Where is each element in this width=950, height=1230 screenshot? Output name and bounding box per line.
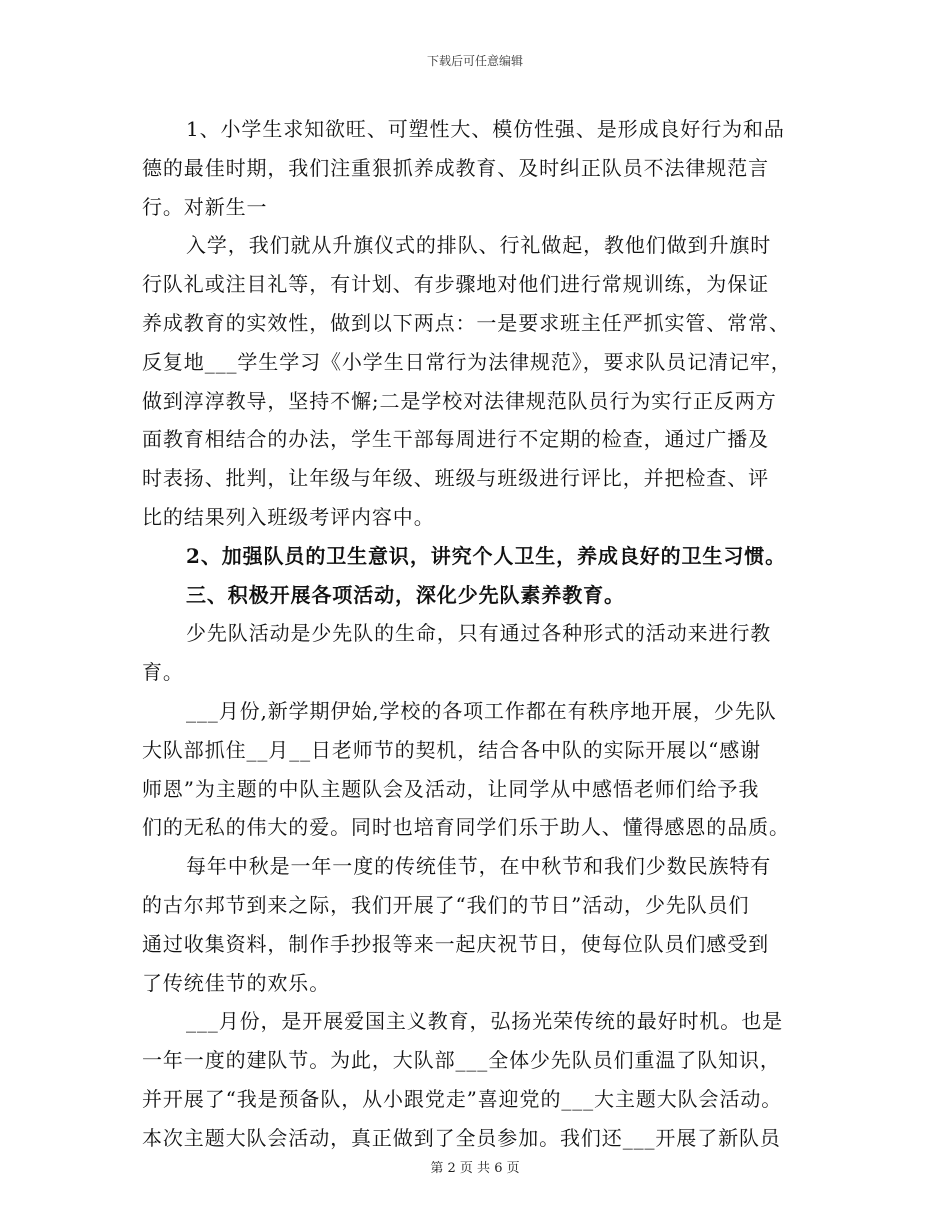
document-body [142, 110, 818, 1158]
paragraph-line: 1、小学生求知欲旺、可塑性大、模仿性强、是形成良好行为和品 [186, 117, 785, 141]
paragraph-line: 师恩”为主题的中队主题队会及活动，让同学从中感悟老师们给予我 [142, 776, 760, 801]
paragraph-line: 们的无私的伟大的爱。同时也培育同学们乐于助人、懂得感恩的品质。 [142, 815, 790, 840]
paragraph-line: 并开展了“我是预备队，从小跟党走”喜迎党的___大主题大队会活动。 [142, 1086, 783, 1111]
paragraph-line: 入学，我们就从升旗仪式的排队、行礼做起，教他们做到升旗时 [186, 233, 772, 258]
paragraph-line: 时表扬、批判，让年级与年级、班级与班级进行评比，并把检查、评 [142, 466, 769, 491]
paragraph-line: 少先队活动是少先队的生命，只有通过各种形式的活动来进行教 [186, 621, 772, 646]
paragraph-line: 每年中秋是一年一度的传统佳节，在中秋节和我们少数民族特有 [186, 854, 772, 879]
paragraph-line: 反复地___学生学习《小学生日常行为法律规范》，要求队员记清记牢， [142, 349, 792, 374]
paragraph-line: 通过收集资料，制作手抄报等来一起庆祝节日，使每位队员们感受到 [142, 931, 769, 956]
paragraph-line: 大队部抓住__月__日老师节的契机，结合各中队的实际开展以“感谢 [142, 737, 762, 762]
page-header: 下载后可任意编辑 [426, 54, 523, 68]
page-number-footer: 第 2 页 共 6 页 [430, 1161, 520, 1176]
paragraph-line: 行队礼或注目礼等，有计划、有步骤地对他们进行常规训练，为保证 [142, 272, 769, 297]
section-heading: 三、积极开展各项活动，深化少先队素养教育。 [186, 582, 625, 607]
paragraph-line: 德的最佳时期，我们注重狠抓养成教育、及时纠正队员不法律规范言 [142, 155, 769, 180]
paragraph-line: 本次主题大队会活动，真正做到了全员参加。我们还___开展了新队员 [142, 1125, 781, 1150]
paragraph-line: 育。 [142, 660, 184, 685]
paragraph-line: 一年一度的建队节。为此，大队部___全体少先队员们重温了队知识， [142, 1048, 781, 1073]
paragraph-line: 做到淳淳教导，坚持不懈;二是学校对法律规范队员行为实行正反两方 [142, 388, 777, 413]
paragraph-line: 养成教育的实效性，做到以下两点：一是要求班主任严抓实管、常常、 [142, 310, 790, 335]
paragraph-line: 的古尔邦节到来之际，我们开展了“我们的节日”活动，少先队员们 [142, 892, 750, 917]
paragraph-line: 比的结果列入班级考评内容中。 [142, 504, 435, 529]
paragraph-line: 了传统佳节的欢乐。 [142, 970, 331, 995]
paragraph-line: ___月份，是开展爱国主义教育，弘扬光荣传统的最好时机。也是 [186, 1009, 783, 1034]
paragraph-line: ___月份,新学期伊始,学校的各项工作都在有秩序地开展，少先队 [186, 698, 777, 723]
paragraph-line: 面教育相结合的办法，学生干部每周进行不定期的检查，通过广播及 [142, 427, 769, 452]
section-heading: 2、加强队员的卫生意识，讲究个人卫生，养成良好的卫生习惯。 [186, 543, 787, 568]
paragraph-line: 行。对新生一 [142, 194, 268, 219]
